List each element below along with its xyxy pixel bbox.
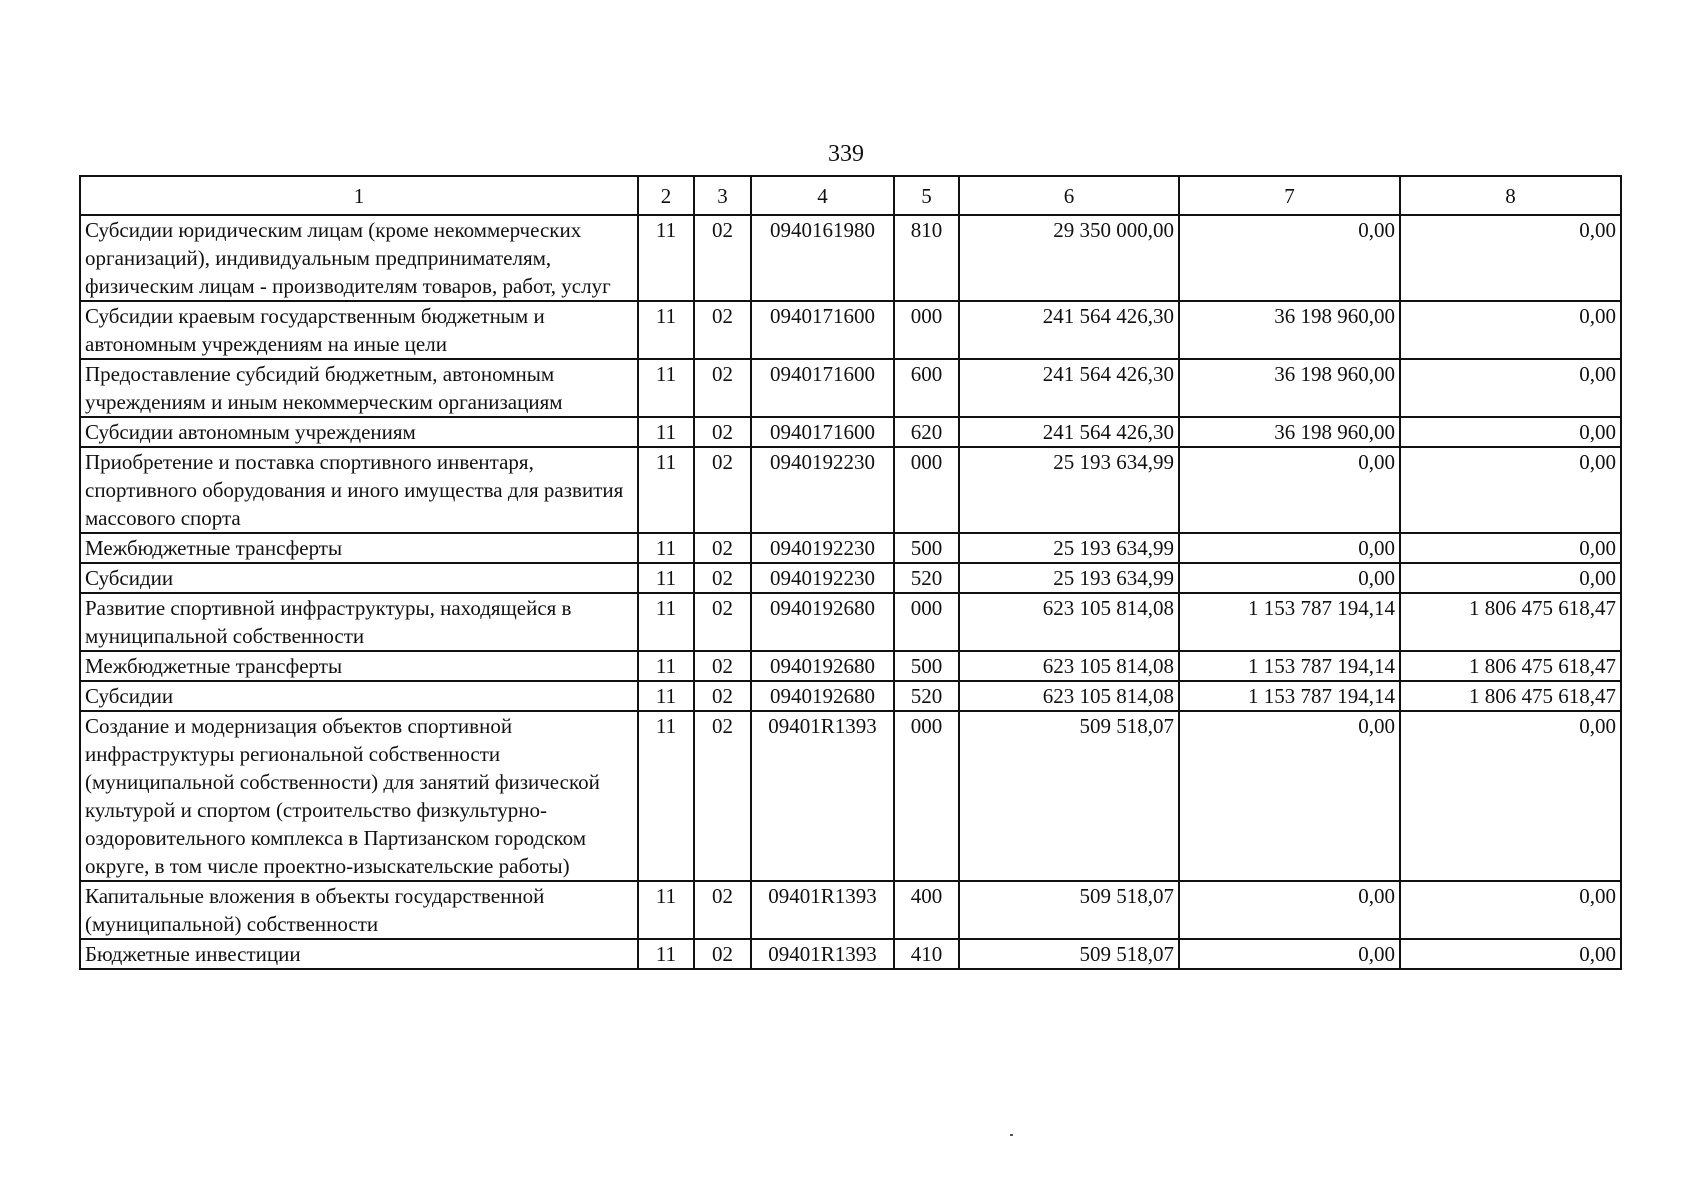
row-name-cell: Приобретение и поставка спортивного инвентаря, спортивного оборудования и иного имущества для развития массового спорта: [80, 447, 638, 533]
amount-col8-cell: 0,00: [1400, 301, 1621, 359]
table-row: [80, 533, 1621, 563]
table-row: [80, 681, 1621, 711]
amount-col8-cell: 1 806 475 618,47: [1400, 681, 1621, 711]
table-row: [80, 593, 1621, 651]
section-cell: 11: [638, 447, 694, 533]
section-cell: 11: [638, 301, 694, 359]
expense-type-cell: 500: [894, 651, 959, 681]
amount-col6-cell: 623 105 814,08: [959, 651, 1179, 681]
amount-col8-cell: 0,00: [1400, 711, 1621, 881]
table-row: [80, 447, 1621, 533]
target-article-cell: 0940171600: [751, 359, 894, 417]
expense-type-cell: 500: [894, 533, 959, 563]
amount-col7-cell: 1 153 787 194,14: [1179, 681, 1400, 711]
section-cell: 11: [638, 711, 694, 881]
expense-type-cell: 620: [894, 417, 959, 447]
target-article-cell: 0940192680: [751, 681, 894, 711]
target-article-cell: 0940161980: [751, 215, 894, 301]
amount-col7-cell: 0,00: [1179, 447, 1400, 533]
section-cell: 11: [638, 533, 694, 563]
amount-col7-cell: 0,00: [1179, 533, 1400, 563]
row-name-cell: Бюджетные инвестиции: [80, 939, 638, 969]
section-cell: 11: [638, 417, 694, 447]
amount-col8-cell: 0,00: [1400, 417, 1621, 447]
column-header: 4: [751, 176, 894, 215]
amount-col7-cell: 36 198 960,00: [1179, 359, 1400, 417]
row-name-cell: Субсидии краевым государственным бюджетным и автономным учреждениям на иные цели: [80, 301, 638, 359]
amount-col7-cell: 36 198 960,00: [1179, 301, 1400, 359]
subsection-cell: 02: [694, 651, 751, 681]
amount-col7-cell: 0,00: [1179, 939, 1400, 969]
amount-col7-cell: 1 153 787 194,14: [1179, 593, 1400, 651]
expense-type-cell: 410: [894, 939, 959, 969]
amount-col6-cell: 509 518,07: [959, 939, 1179, 969]
amount-col8-cell: 1 806 475 618,47: [1400, 651, 1621, 681]
section-cell: 11: [638, 563, 694, 593]
amount-col8-cell: 0,00: [1400, 359, 1621, 417]
budget-table: [79, 175, 1622, 970]
section-cell: 11: [638, 651, 694, 681]
amount-col6-cell: 509 518,07: [959, 711, 1179, 881]
amount-col8-cell: 0,00: [1400, 533, 1621, 563]
amount-col8-cell: 0,00: [1400, 939, 1621, 969]
amount-col7-cell: 0,00: [1179, 215, 1400, 301]
expense-type-cell: 000: [894, 711, 959, 881]
amount-col6-cell: 25 193 634,99: [959, 533, 1179, 563]
subsection-cell: 02: [694, 215, 751, 301]
table-row: [80, 215, 1621, 301]
scan-speck: [1010, 1134, 1013, 1136]
table-row: [80, 563, 1621, 593]
column-header: 1: [80, 176, 638, 215]
column-header: 2: [638, 176, 694, 215]
section-cell: 11: [638, 881, 694, 939]
expense-type-cell: 600: [894, 359, 959, 417]
amount-col8-cell: 0,00: [1400, 563, 1621, 593]
row-name-cell: Капитальные вложения в объекты государственной (муниципальной) собственности: [80, 881, 638, 939]
amount-col6-cell: 623 105 814,08: [959, 593, 1179, 651]
subsection-cell: 02: [694, 417, 751, 447]
amount-col6-cell: 623 105 814,08: [959, 681, 1179, 711]
table-row: [80, 711, 1621, 881]
subsection-cell: 02: [694, 681, 751, 711]
row-name-cell: Создание и модернизация объектов спортивной инфраструктуры региональной собственности (муниципальной собственности) для занятий физической культурой и спортом (строительство физкультурно-оздоровительного комплекса в Партизанском городском округе, в том числе проектно-изыскательские работы): [80, 711, 638, 881]
row-name-cell: Субсидии: [80, 563, 638, 593]
row-name-cell: Межбюджетные трансферты: [80, 533, 638, 563]
table-body: [80, 215, 1621, 969]
expense-type-cell: 400: [894, 881, 959, 939]
expense-type-cell: 000: [894, 447, 959, 533]
target-article-cell: 0940171600: [751, 301, 894, 359]
amount-col6-cell: 241 564 426,30: [959, 417, 1179, 447]
amount-col7-cell: 0,00: [1179, 881, 1400, 939]
target-article-cell: 09401R1393: [751, 711, 894, 881]
expense-type-cell: 000: [894, 301, 959, 359]
expense-type-cell: 810: [894, 215, 959, 301]
table-row: [80, 939, 1621, 969]
amount-col6-cell: 241 564 426,30: [959, 301, 1179, 359]
section-cell: 11: [638, 593, 694, 651]
expense-type-cell: 520: [894, 563, 959, 593]
target-article-cell: 0940192230: [751, 447, 894, 533]
section-cell: 11: [638, 359, 694, 417]
header-row: [80, 176, 1621, 215]
table-row: [80, 359, 1621, 417]
column-header: 3: [694, 176, 751, 215]
amount-col8-cell: 0,00: [1400, 881, 1621, 939]
subsection-cell: 02: [694, 711, 751, 881]
target-article-cell: 0940192230: [751, 533, 894, 563]
column-header: 8: [1400, 176, 1621, 215]
row-name-cell: Межбюджетные трансферты: [80, 651, 638, 681]
amount-col6-cell: 25 193 634,99: [959, 447, 1179, 533]
amount-col8-cell: 0,00: [1400, 215, 1621, 301]
table-row: [80, 881, 1621, 939]
section-cell: 11: [638, 939, 694, 969]
target-article-cell: 0940192680: [751, 593, 894, 651]
table-row: [80, 417, 1621, 447]
amount-col7-cell: 0,00: [1179, 711, 1400, 881]
page-number: 339: [828, 141, 864, 167]
section-cell: 11: [638, 215, 694, 301]
row-name-cell: Предоставление субсидий бюджетным, автономным учреждениям и иным некоммерческим организациям: [80, 359, 638, 417]
subsection-cell: 02: [694, 881, 751, 939]
subsection-cell: 02: [694, 563, 751, 593]
target-article-cell: 0940171600: [751, 417, 894, 447]
subsection-cell: 02: [694, 301, 751, 359]
amount-col6-cell: 25 193 634,99: [959, 563, 1179, 593]
amount-col6-cell: 29 350 000,00: [959, 215, 1179, 301]
amount-col7-cell: 0,00: [1179, 563, 1400, 593]
section-cell: 11: [638, 681, 694, 711]
subsection-cell: 02: [694, 939, 751, 969]
table-row: [80, 651, 1621, 681]
subsection-cell: 02: [694, 447, 751, 533]
expense-type-cell: 520: [894, 681, 959, 711]
amount-col8-cell: 0,00: [1400, 447, 1621, 533]
subsection-cell: 02: [694, 533, 751, 563]
amount-col6-cell: 241 564 426,30: [959, 359, 1179, 417]
column-header: 7: [1179, 176, 1400, 215]
expense-type-cell: 000: [894, 593, 959, 651]
table-row: [80, 301, 1621, 359]
row-name-cell: Субсидии: [80, 681, 638, 711]
amount-col6-cell: 509 518,07: [959, 881, 1179, 939]
row-name-cell: Субсидии автономным учреждениям: [80, 417, 638, 447]
target-article-cell: 0940192680: [751, 651, 894, 681]
row-name-cell: Развитие спортивной инфраструктуры, находящейся в муниципальной собственности: [80, 593, 638, 651]
subsection-cell: 02: [694, 593, 751, 651]
target-article-cell: 0940192230: [751, 563, 894, 593]
target-article-cell: 09401R1393: [751, 939, 894, 969]
amount-col7-cell: 36 198 960,00: [1179, 417, 1400, 447]
row-name-cell: Субсидии юридическим лицам (кроме некоммерческих организаций), индивидуальным предпринимателям, физическим лицам - производителям товаров, работ, услуг: [80, 215, 638, 301]
column-header: 5: [894, 176, 959, 215]
target-article-cell: 09401R1393: [751, 881, 894, 939]
amount-col7-cell: 1 153 787 194,14: [1179, 651, 1400, 681]
amount-col8-cell: 1 806 475 618,47: [1400, 593, 1621, 651]
column-header: 6: [959, 176, 1179, 215]
subsection-cell: 02: [694, 359, 751, 417]
